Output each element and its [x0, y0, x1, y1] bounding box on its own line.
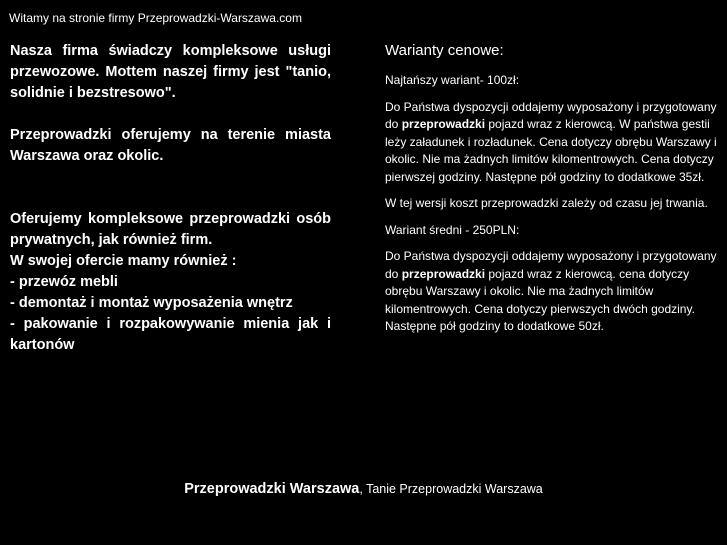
intro-paragraph: Nasza firma świadczy kompleksowe usługi przewozowe. Mottem naszej firmy jest "tanio, solidnie i bezstresowo".	[10, 43, 331, 101]
variant1-title: Najtańszy wariant- 100zł:	[385, 73, 520, 87]
pricing-section	[385, 41, 718, 345]
variant2-keyword: przeprowadzki	[401, 266, 486, 281]
pricing-heading: Warianty cenowe:	[385, 42, 504, 59]
footer	[0, 480, 727, 498]
welcome-text: Witamy na stronie firmy Przeprowadzki-Warszawa.com	[9, 11, 302, 25]
company-description	[10, 41, 331, 356]
variant1-description: Do Państwa dyspozycji oddajemy wyposażony i przygotowany do przeprowadzki pojazd wraz z kierowcą. W państwa gestii leży załadunek i rozładunek. Cena dotyczy obrębu Warszawy i okolic. Nie ma żadnych limitów kilomentrowych. Cena dotyczy pierwszej godziny. Następne pół godziny to dodatkowe 35zł.	[385, 99, 717, 184]
area-paragraph: Przeprowadzki oferujemy na terenie miasta Warszawa oraz okolic.	[10, 127, 331, 164]
variant1-keyword: przeprowadzki	[401, 117, 486, 131]
offer-text: Oferujemy kompleksowe przeprowadzki osób prywatnych, jak również firm.	[10, 211, 331, 248]
variant2-description: Do Państwa dyspozycji oddajemy wyposażony i przygotowany do przeprowadzki pojazd wraz z kierowcą. cena dotyczy obrębu Warszawy i okolic. Nie ma żadnych limitów kilomentrowych. Cena dotyczy pierwszych dwóch godziny. Następne pół godziny to dodatkowe 50zł.	[385, 249, 717, 333]
footer-tagline: , Tanie Przeprowadzki Warszawa	[359, 482, 543, 496]
variant2-title: Wariant średni - 250PLN:	[385, 222, 520, 237]
offer-paragraph	[10, 209, 331, 356]
offer-item: - pakowanie i rozpakowywanie mienia jak i kartonów	[10, 316, 331, 353]
footer-brand: Przeprowadzki Warszawa	[184, 481, 360, 497]
offer-item: - demontaż i montaż wyposażenia wnętrz	[10, 295, 293, 311]
offer-item: - przewóz mebli	[10, 274, 118, 290]
variant1-note: W tej wersji koszt przeprowadzki zależy od czasu jej trwania.	[385, 196, 708, 210]
offer-also-text: W swojej ofercie mamy również :	[10, 253, 237, 269]
